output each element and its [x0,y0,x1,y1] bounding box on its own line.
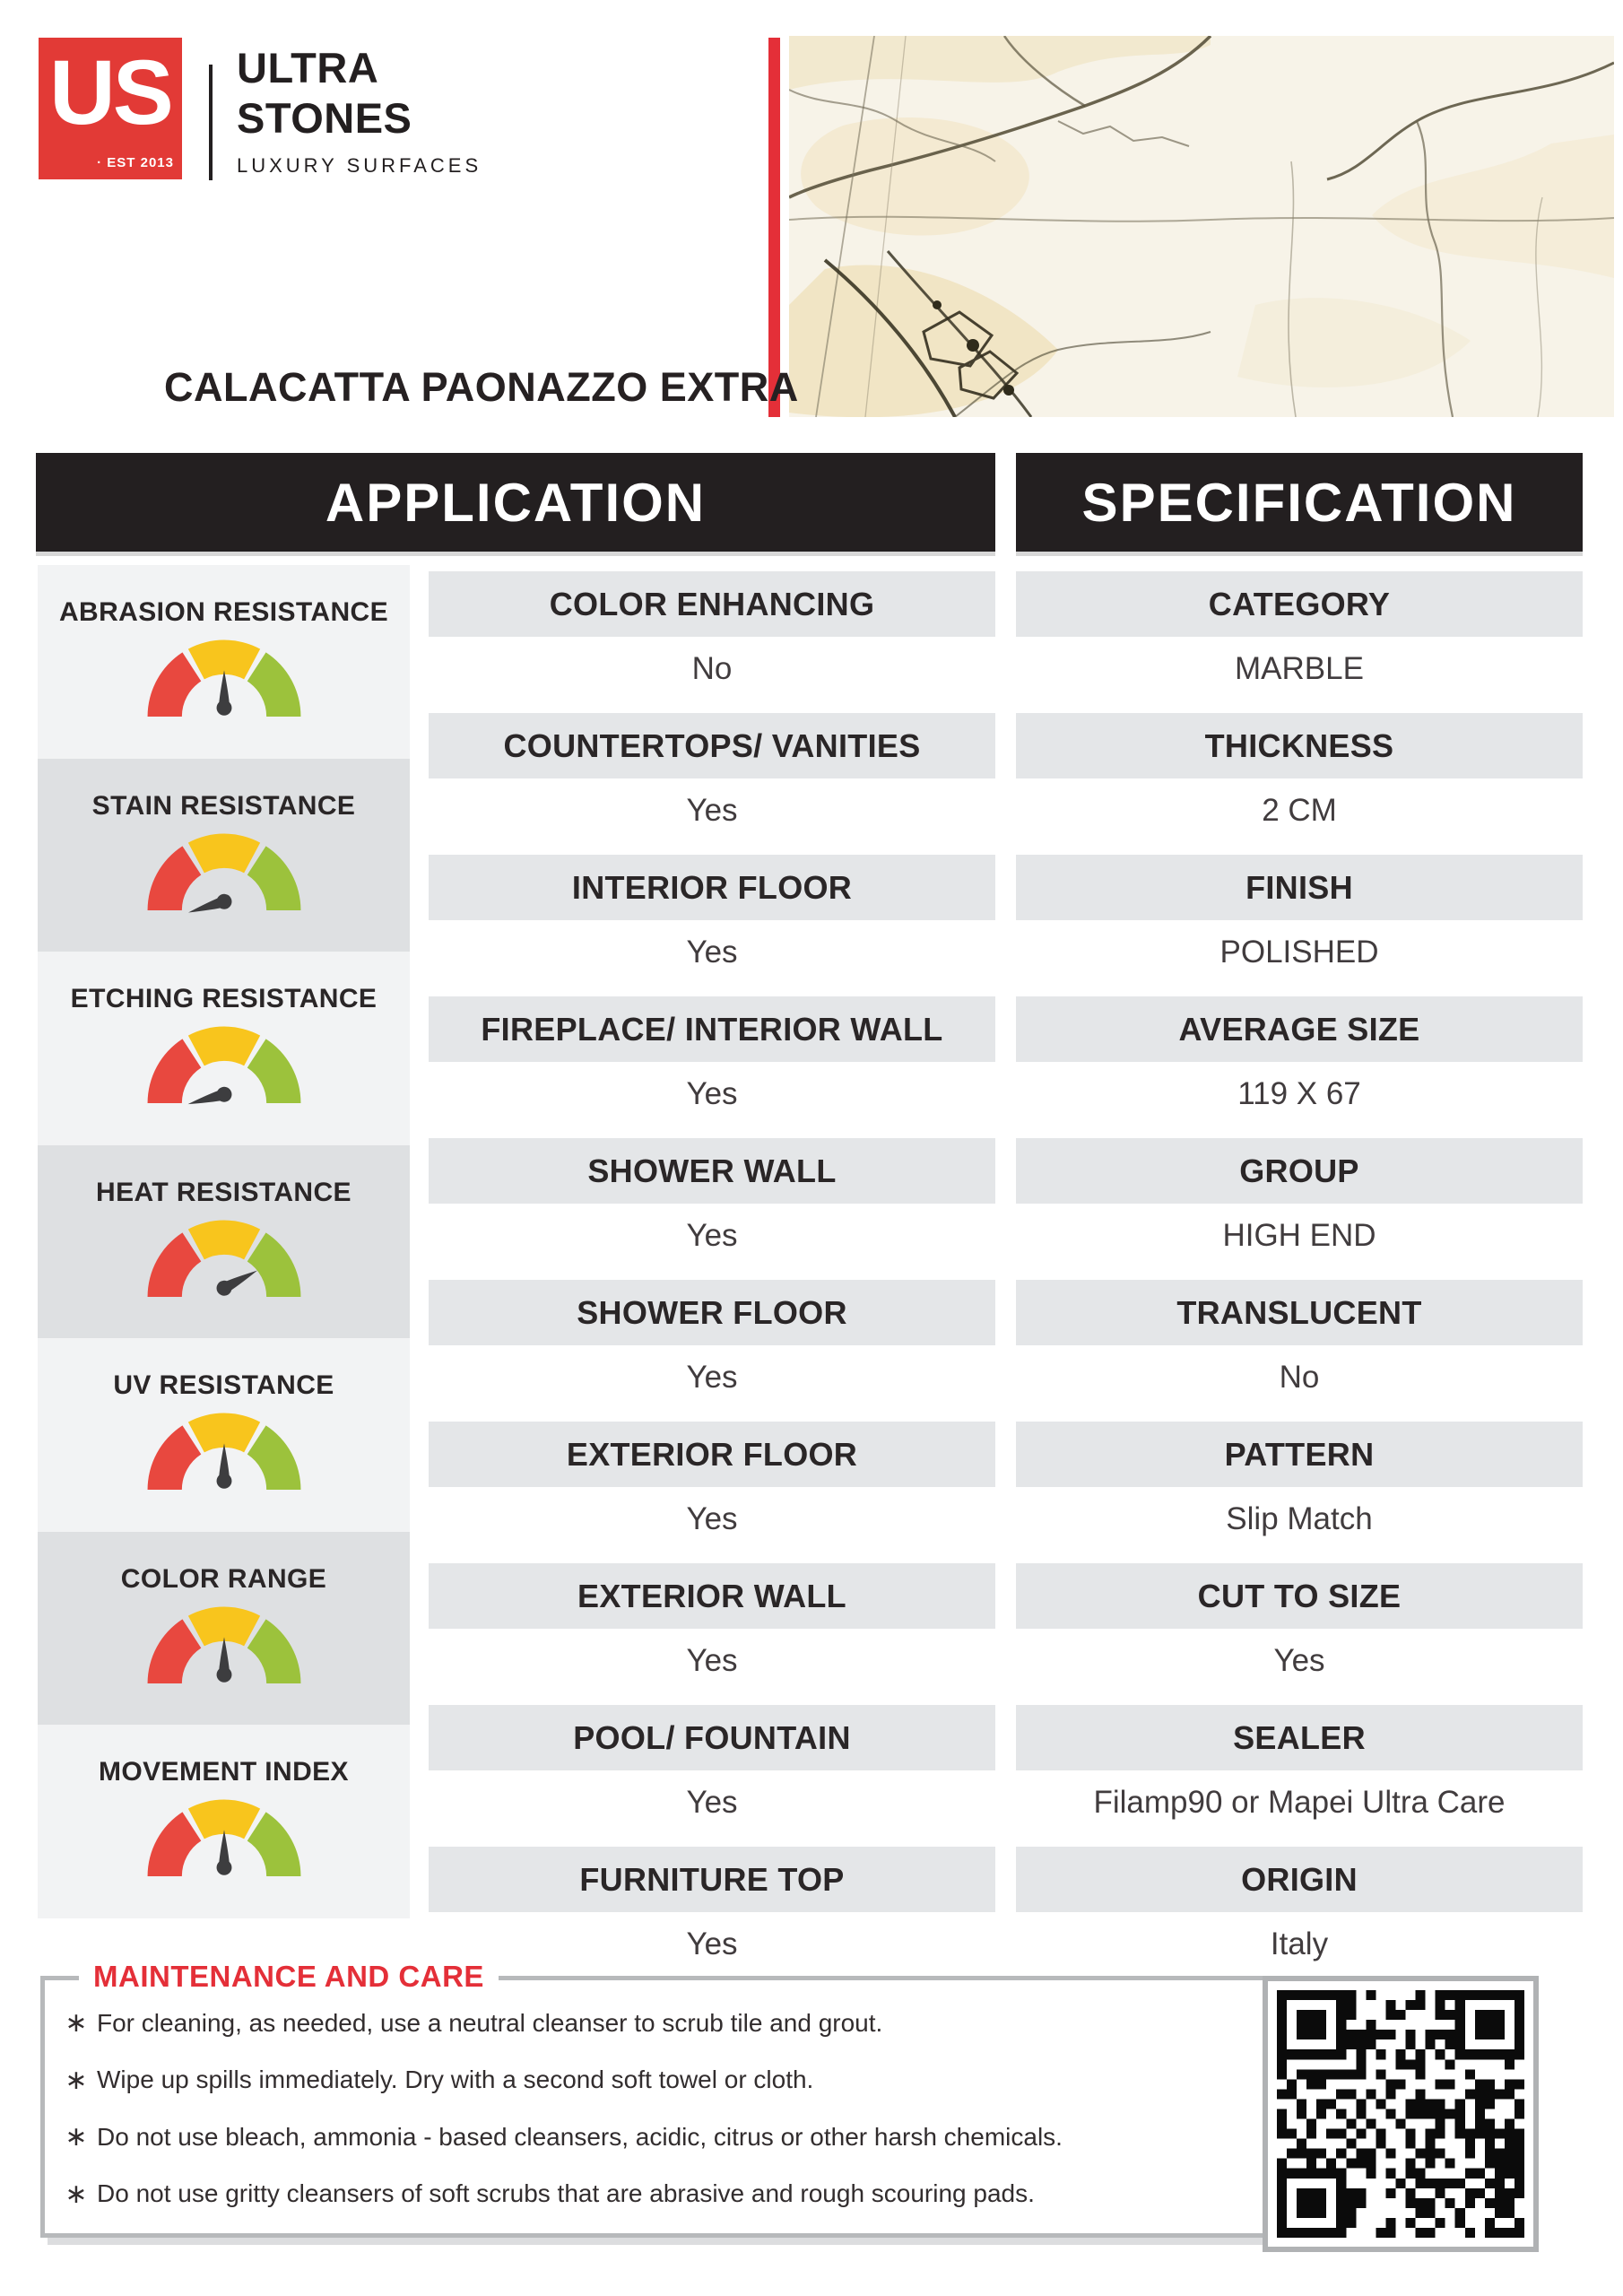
gauge-meter-icon [144,1217,304,1317]
gauge-label: ABRASION RESISTANCE [58,597,389,627]
gauge-uv-resistance [38,1338,410,1532]
application-row-value: Yes [686,1359,738,1395]
application-row-label: EXTERIOR FLOOR [429,1422,995,1487]
care-instruction-text: Do not use bleach, ammonia - based cleansers, acidic, citrus or other harsh chemicals. [97,2122,1063,2151]
application-row-label: INTERIOR FLOOR [429,855,995,920]
brand-divider-line [209,65,213,180]
specification-row-value: HIGH END [1222,1217,1376,1253]
bullet-asterisk-icon: ∗ [65,2122,88,2152]
specification-row-label: FINISH [1016,855,1583,920]
specification-row-pattern [1016,1422,1583,1557]
brand-name-line2: STONES [237,94,412,142]
application-row-value: Yes [686,792,738,828]
specification-row-group [1016,1138,1583,1274]
gauge-heat-resistance [38,1145,410,1339]
care-instruction [56,2007,1262,2039]
bullet-asterisk-icon: ∗ [65,2179,88,2209]
application-row-label: EXTERIOR WALL [429,1563,995,1629]
specification-row-value: Italy [1270,1926,1329,1961]
maintenance-box [40,1976,1282,2238]
application-row-color-enhancing [429,571,995,707]
application-row-label: POOL/ FOUNTAIN [429,1705,995,1770]
application-row-label: FURNITURE TOP [429,1847,995,1912]
gauge-meter-icon [144,637,304,736]
logo-monogram: US [49,41,171,144]
specification-rows-column [1016,565,1583,1982]
application-row-value: No [691,650,733,686]
application-row-label: FIREPLACE/ INTERIOR WALL [429,996,995,1062]
care-instruction-text: Do not use gritty cleansers of soft scrubs that are abrasive and rough scouring pads. [97,2179,1035,2208]
specification-row-value: Filamp90 or Mapei Ultra Care [1093,1784,1506,1820]
specification-row-value: Slip Match [1226,1500,1373,1536]
specification-row-label: THICKNESS [1016,713,1583,778]
care-instruction [56,2121,1262,2152]
gauge-etching-resistance [38,952,410,1145]
application-row-label: COLOR ENHANCING [429,571,995,637]
specification-row-value: No [1279,1359,1320,1395]
brand-logo [39,38,182,179]
application-rows-column [429,565,995,1982]
specification-row-value: 119 X 67 [1237,1075,1361,1111]
application-row-label: SHOWER WALL [429,1138,995,1204]
application-row-shower-wall [429,1138,995,1274]
bullet-asterisk-icon: ∗ [65,2008,88,2039]
gauge-abrasion-resistance [38,565,410,759]
specification-row-label: CATEGORY [1016,571,1583,637]
gauge-meter-icon [144,1796,304,1896]
gauge-label: UV RESISTANCE [113,1370,334,1401]
qr-code [1263,1976,1539,2252]
specification-row-label: TRANSLUCENT [1016,1280,1583,1345]
specification-row-label: AVERAGE SIZE [1016,996,1583,1062]
gauge-label: COLOR RANGE [120,1563,327,1594]
application-row-value: Yes [686,1642,738,1678]
gauge-label: MOVEMENT INDEX [99,1757,349,1787]
specification-row-value: 2 CM [1262,792,1337,828]
maintenance-title: MAINTENANCE AND CARE [79,1960,499,1994]
application-row-fireplace-interior-wall [429,996,995,1132]
specification-row-category [1016,571,1583,707]
gauge-stain-resistance [38,759,410,952]
brand-tagline: LUXURY SURFACES [237,154,482,177]
performance-gauges-column [38,565,410,1918]
qr-code-icon [1277,1990,1524,2238]
gauge-label: ETCHING RESISTANCE [70,984,378,1014]
application-row-interior-floor [429,855,995,990]
gauge-meter-icon [144,831,304,930]
gauge-meter-icon [144,1604,304,1703]
specification-row-origin [1016,1847,1583,1982]
application-row-exterior-wall [429,1563,995,1699]
care-instruction-text: Wipe up spills immediately. Dry with a second soft towel or cloth. [97,2066,814,2094]
application-row-shower-floor [429,1280,995,1415]
specification-row-label: GROUP [1016,1138,1583,1204]
application-row-label: SHOWER FLOOR [429,1280,995,1345]
gauge-movement-index [38,1725,410,1918]
application-row-value: Yes [686,1784,738,1820]
specification-row-label: ORIGIN [1016,1847,1583,1912]
bullet-asterisk-icon: ∗ [65,2065,88,2095]
marble-slab-art [789,36,1614,417]
application-row-exterior-floor [429,1422,995,1557]
specification-row-sealer [1016,1705,1583,1840]
care-instruction [56,2065,1262,2096]
application-row-value: Yes [686,1075,738,1111]
gauge-label: HEAT RESISTANCE [96,1177,352,1207]
application-row-furniture-top [429,1847,995,1982]
brand-name-block [237,43,482,176]
brand-name-line1: ULTRA [237,44,379,91]
specification-row-cut-to-size [1016,1563,1583,1699]
application-row-pool-fountain [429,1705,995,1840]
logo-established-text: · EST 2013 [97,155,174,170]
application-row-countertops-vanities [429,713,995,848]
specification-row-translucent [1016,1280,1583,1415]
care-instruction [56,2179,1262,2210]
specification-row-value: Yes [1273,1642,1325,1678]
application-row-label: COUNTERTOPS/ VANITIES [429,713,995,778]
specification-section-header: SPECIFICATION [1016,453,1583,552]
gauge-meter-icon [144,1023,304,1123]
specification-row-finish [1016,855,1583,990]
application-row-value: Yes [686,1926,738,1961]
gauge-color-range [38,1532,410,1726]
application-row-value: Yes [686,1500,738,1536]
marble-slab-image [789,36,1614,417]
product-title: CALACATTA PAONAZZO EXTRA [164,364,799,410]
care-instruction-text: For cleaning, as needed, use a neutral cleanser to scrub tile and grout. [97,2008,883,2037]
specification-row-thickness [1016,713,1583,848]
gauge-label: STAIN RESISTANCE [91,790,356,821]
specification-row-value: MARBLE [1235,650,1364,686]
specification-row-label: CUT TO SIZE [1016,1563,1583,1629]
application-row-value: Yes [686,934,738,970]
specification-row-label: SEALER [1016,1705,1583,1770]
red-accent-bar [768,38,780,417]
application-row-value: Yes [686,1217,738,1253]
application-section-header: APPLICATION [36,453,995,552]
specification-row-average-size [1016,996,1583,1132]
specification-row-value: POLISHED [1219,934,1379,970]
specification-row-label: PATTERN [1016,1422,1583,1487]
gauge-meter-icon [144,1410,304,1509]
